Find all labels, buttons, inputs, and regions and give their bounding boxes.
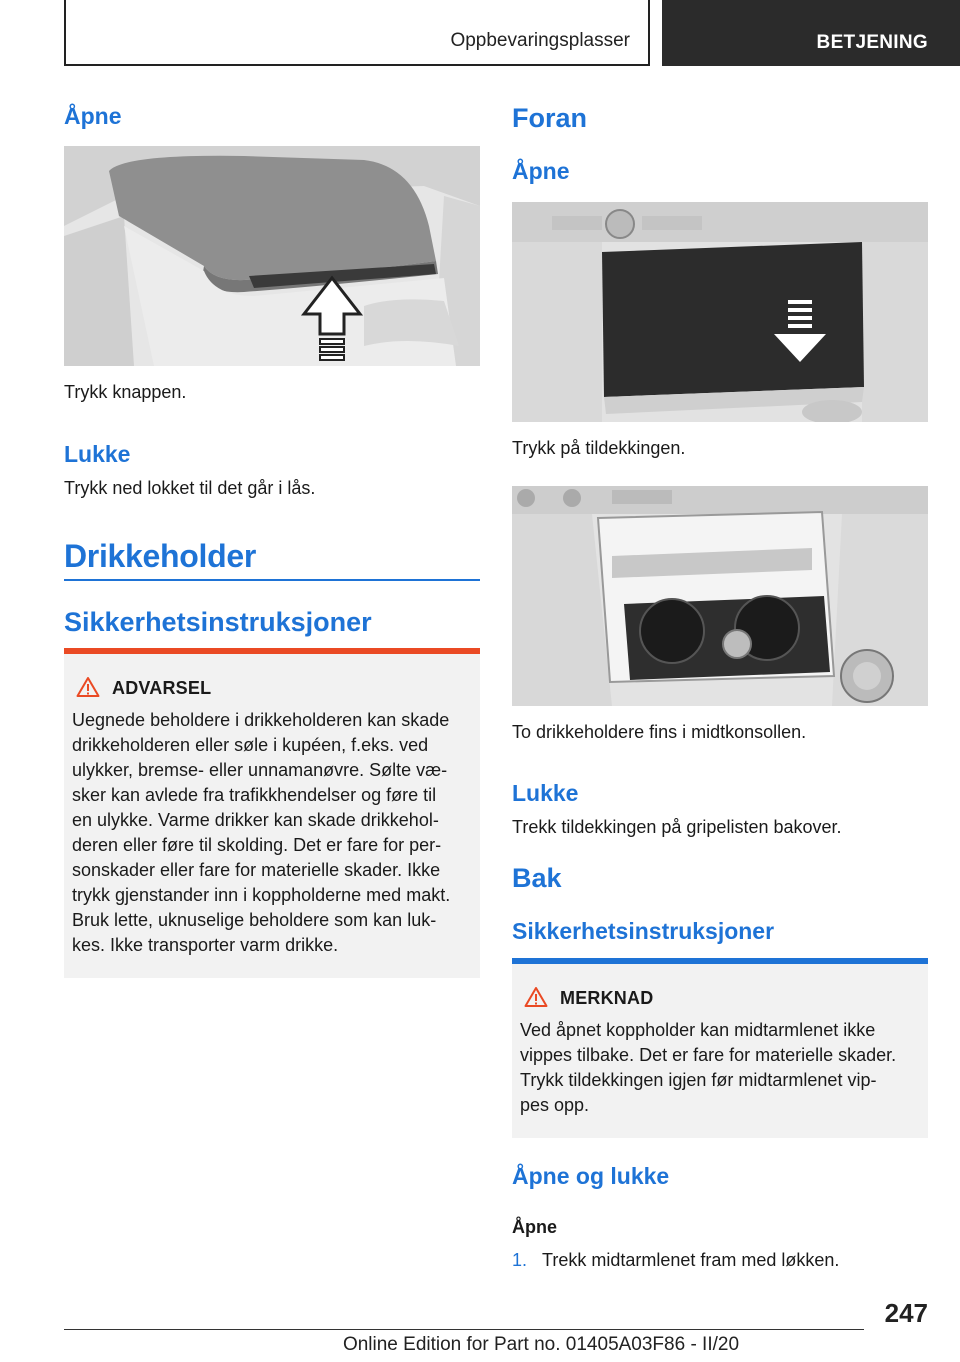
step-number: 1. [512, 1250, 528, 1270]
page-header [0, 0, 960, 66]
warning-line: sker kan avlede fra trafikkhendelser og føre til [72, 785, 437, 805]
warning-line: kes. Ikke transporter varm drikke. [72, 935, 339, 955]
chapter-title: BETJENING [816, 32, 928, 53]
armrest-photo [64, 146, 480, 366]
section-tab [64, 0, 650, 66]
page-number: 247 [884, 1298, 928, 1328]
warning-box [64, 648, 480, 978]
warning-triangle-icon [524, 986, 548, 1008]
cupholder-info: To drikkeholdere fins i midtkonsollen. [512, 722, 807, 742]
close-instruction-right: Trekk tildekkingen på gripelisten bakover. [512, 817, 842, 837]
warning-triangle-icon [76, 676, 100, 698]
console-cover-photo [512, 202, 928, 422]
rear-heading: Bak [512, 863, 562, 893]
open-subheading: Åpne [512, 1217, 557, 1237]
warning-line: Bruk lette, uknuselige beholdere som kan luk- [72, 910, 437, 930]
warning-line: ulykker, bremse- eller unnamanøvre. Sølte væ- [72, 760, 448, 780]
open-heading-right: Åpne [512, 158, 570, 184]
safety-heading-left: Sikkerhetsinstruksjoner [64, 607, 372, 637]
warning-bar [64, 648, 480, 654]
notice-text [520, 1018, 926, 1118]
notice-title: MERKNAD [560, 988, 654, 1008]
notice-line: Trykk tildekkingen igjen før midtarmlenet vip- [520, 1070, 877, 1090]
warning-line: Uegnede beholdere i drikkeholderen kan skade [72, 710, 450, 730]
warning-line: trykk gjenstander inn i koppholderne med makt. [72, 885, 451, 905]
close-heading-right: Lukke [512, 780, 579, 806]
front-open-instruction: Trykk på tildekkingen. [512, 438, 686, 458]
notice-bar [512, 958, 928, 964]
notice-line: Ved åpnet koppholder kan midtarmlenet ikke [520, 1020, 876, 1040]
open-instruction: Trykk knappen. [64, 382, 187, 402]
cupholder-main-heading: Drikkeholder [64, 538, 257, 574]
warning-title: ADVARSEL [112, 678, 212, 698]
front-heading: Foran [512, 103, 588, 133]
open-heading: Åpne [64, 103, 122, 129]
warning-line: en ulykke. Varme drikker kan skade drikkehol- [72, 810, 439, 830]
open-close-heading: Åpne og lukke [512, 1163, 670, 1189]
notice-line: vippes tilbake. Det er fare for materielle skader. [520, 1045, 897, 1065]
close-heading: Lukke [64, 441, 131, 467]
chapter-tab [662, 0, 960, 66]
heading-rule [64, 579, 480, 581]
cupholder-photo [512, 486, 928, 706]
notice-line: pes opp. [520, 1095, 590, 1115]
notice-box [512, 958, 928, 1138]
edition-text: Online Edition for Part no. 01405A03F86 - II/20 [342, 1334, 740, 1355]
warning-line: drikkeholderen eller søle i kupéen, f.eks. ved [72, 735, 429, 755]
warning-text [72, 708, 478, 958]
close-instruction: Trykk ned lokket til det går i lås. [64, 478, 316, 498]
section-title: Oppbevaringsplasser [450, 30, 630, 51]
footer-rule [64, 1329, 864, 1330]
safety-heading-right: Sikkerhetsinstruksjoner [512, 918, 775, 944]
step-text: Trekk midtarmlenet fram med løkken. [542, 1250, 840, 1270]
warning-line: deren eller føre til skolding. Det er fare for per- [72, 835, 442, 855]
warning-line: sonskader eller fare for materielle skader. Ikke [72, 860, 441, 880]
